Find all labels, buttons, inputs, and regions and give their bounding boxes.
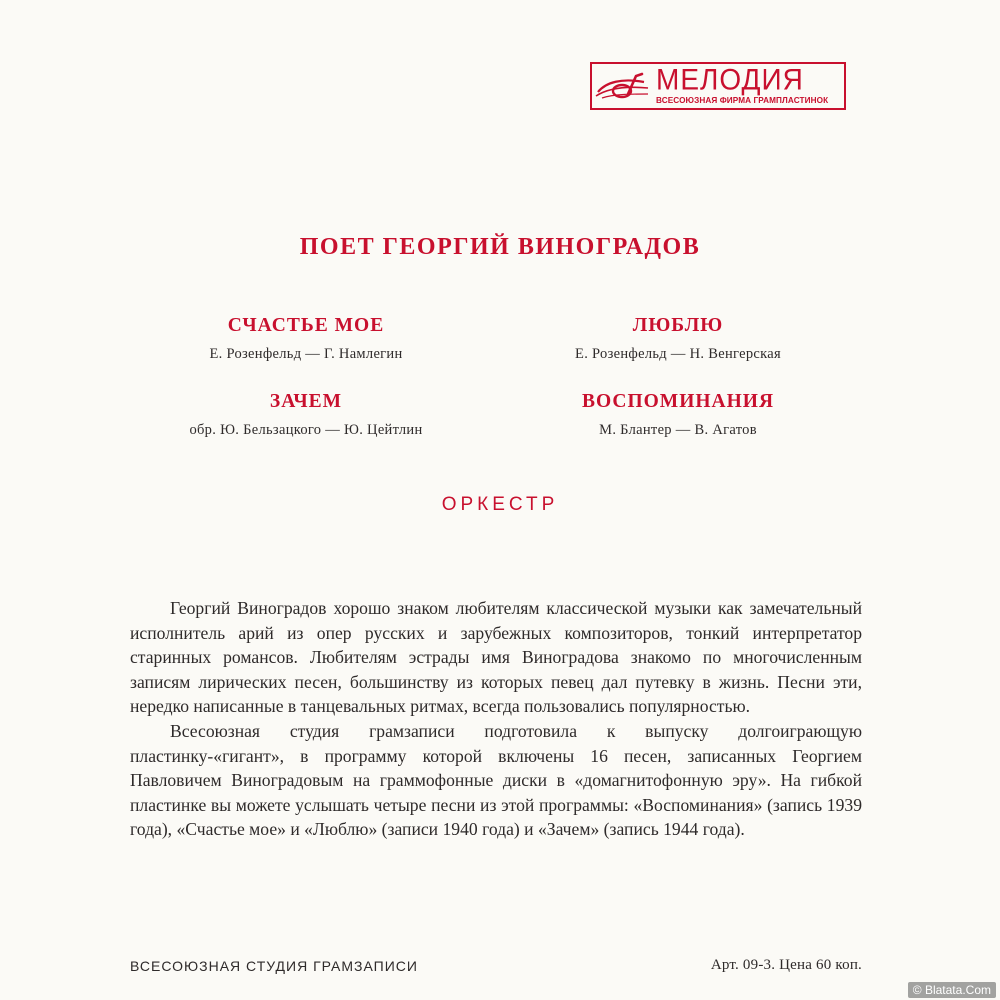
watermark: © Blatata.Com [908,982,996,998]
song-title: ВОСПОМИНАНИЯ [581,391,775,412]
studio-name: ВСЕСОЮЗНАЯ СТУДИЯ ГРАМЗАПИСИ [130,958,418,974]
song-block [126,390,486,439]
description-paragraph-2: Всесоюзная студия грамзаписи подготовила к выпуску долгоиграющую пластинку-«гигант», в программу которой включены 16 песен, записанных Георгием Павловичем Виноградовым на граммофонные диски в «домагнитофонную эру». На гибкой пластинке вы можете услышать четыре песни из этой программы: «Воспоминания» (запись 1939 года), «Счастье мое» и «Люблю» (записи 1940 года) и «Зачем» (запись 1944 года). [130,720,862,840]
logo-name: МЕЛОДИЯ [656,63,804,97]
song-credits: Е. Розенфельд — Н. Венгерская [575,346,781,362]
song-title: ЗАЧЕМ [269,391,343,412]
melodiya-logo [590,62,846,110]
song-block [498,314,858,363]
logo-subtitle: ВСЕСОЮЗНАЯ ФИРМА ГРАМПЛАСТИНОК [656,96,829,106]
song-block [498,390,858,439]
song-credits: обр. Ю. Бельзацкого — Ю. Цейтлин [189,422,423,438]
song-title: ЛЮБЛЮ [632,315,724,336]
orchestra-heading: ОРКЕСТР [441,494,559,515]
description-paragraph-1: Георгий Виноградов хорошо знаком любителям классической музыки как замечательный исполнитель арий из опер русских и зарубежных композиторов, тонкий интерпретатор старинных романсов. Любителям эстрады имя Виноградова знакомо по многочисленным записям лирических песен, большинству из которых певец дал путевку в жизнь. Песни эти, нередко написанные в танцевальных ритмах, всегда пользовались популярностью. [130,598,862,717]
song-block [126,314,486,363]
price-label: Арт. 09-3. Цена 60 коп. [710,957,862,973]
song-credits: М. Блантер — В. Агатов [599,422,757,438]
song-title: СЧАСТЬЕ МОЕ [227,315,385,336]
description-text [130,596,862,842]
song-credits: Е. Розенфельд — Г. Намлегин [209,346,403,362]
melodiya-emblem-icon [592,64,654,108]
page-title: ПОЕТ ГЕОРГИЙ ВИНОГРАДОВ [299,234,701,260]
